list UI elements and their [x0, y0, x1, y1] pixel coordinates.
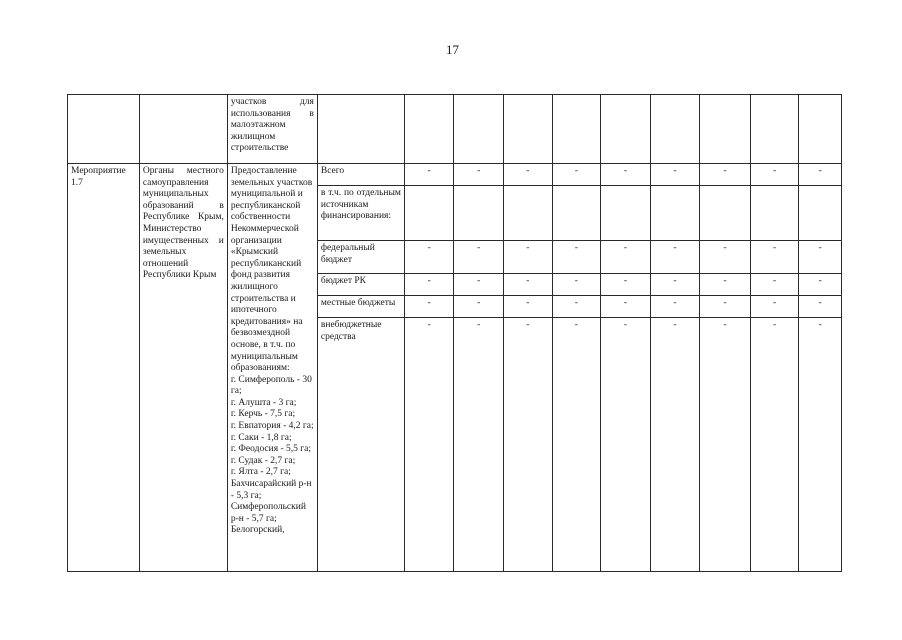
value-cell: -: [504, 241, 553, 274]
value-cell: [504, 95, 553, 164]
value-cell: -: [799, 296, 842, 318]
value-cell: -: [601, 274, 651, 296]
value-cell: [799, 186, 842, 241]
value-cell: -: [504, 164, 553, 186]
value-cell: -: [552, 241, 601, 274]
value-cell: -: [552, 296, 601, 318]
municipality-item: г. Алушта - 3 га;: [230, 397, 297, 408]
value-cell: [700, 95, 751, 164]
municipality-item: г. Судак - 2,7 га;: [230, 455, 296, 466]
value-cell: -: [404, 164, 454, 186]
value-cell: -: [552, 274, 601, 296]
municipality-item: г. Ялта - 2,7 га;: [230, 467, 291, 478]
value-cell: -: [404, 274, 454, 296]
description-cell: участков для использования в малоэтажном жилищном строительстве: [227, 95, 317, 164]
value-cell: -: [454, 318, 504, 572]
value-cell: -: [504, 318, 553, 572]
value-cell: -: [504, 274, 553, 296]
value-cell: [552, 186, 601, 241]
value-cell: -: [552, 318, 601, 572]
value-cell: -: [700, 318, 751, 572]
value-cell: -: [700, 164, 751, 186]
continuation-row: [68, 95, 842, 164]
value-cell: -: [700, 296, 751, 318]
value-cell: -: [404, 318, 454, 572]
value-cell: [454, 186, 504, 241]
municipality-item: г. Феодосия - 5,5 га;: [230, 444, 312, 455]
value-cell: -: [552, 164, 601, 186]
value-cell: -: [601, 318, 651, 572]
source-label: местные бюджеты: [317, 296, 404, 318]
value-cell: -: [700, 241, 751, 274]
value-cell: [650, 95, 700, 164]
source-label: федеральный бюджет: [317, 241, 404, 274]
municipality-item: Бахчисарайский р-н - 5,3 га;: [230, 479, 312, 501]
value-cell: -: [454, 274, 504, 296]
municipality-item: Белогорский,: [230, 525, 285, 536]
page-number: 17: [446, 42, 459, 57]
value-cell: [750, 186, 799, 241]
municipality-item: г. Керчь - 7,5 га;: [230, 409, 296, 420]
value-cell: -: [650, 241, 700, 274]
value-cell: [650, 186, 700, 241]
code-cell: [68, 95, 140, 164]
municipality-list: [231, 375, 314, 537]
value-cell: -: [750, 241, 799, 274]
source-label: в т.ч. по отдельным источникам финансирования:: [317, 186, 404, 241]
value-cell: [504, 186, 553, 241]
budget-table: [67, 94, 842, 572]
municipality-item: г. Симферополь - 30 га;: [230, 374, 312, 397]
value-cell: -: [650, 296, 700, 318]
value-cell: -: [601, 296, 651, 318]
source-label: Всего: [317, 164, 404, 186]
municipality-item: г. Саки - 1,8 га;: [230, 432, 292, 443]
value-cell: -: [700, 274, 751, 296]
measure-code: Мероприятие 1.7: [68, 164, 140, 572]
value-cell: [700, 186, 751, 241]
value-cell: -: [454, 241, 504, 274]
municipality-item: Симферопольский р-н - 5,7 га;: [230, 502, 306, 524]
value-cell: [552, 95, 601, 164]
value-cell: -: [404, 241, 454, 274]
value-cell: [404, 186, 454, 241]
executor-cell: [139, 95, 227, 164]
value-cell: -: [650, 274, 700, 296]
value-cell: -: [404, 296, 454, 318]
value-cell: -: [650, 164, 700, 186]
value-cell: -: [799, 241, 842, 274]
source-label: бюджет РК: [317, 274, 404, 296]
measure-description: [227, 164, 317, 572]
value-cell: -: [750, 318, 799, 572]
source-row-total: [68, 164, 842, 186]
value-cell: [454, 95, 504, 164]
value-cell: [750, 95, 799, 164]
value-cell: [601, 186, 651, 241]
value-cell: -: [454, 164, 504, 186]
measure-executors: Органы местного самоуправления муниципальных образований в Республике Крым, Министерство имущественных и земельных отношений Республики Крым: [139, 164, 227, 572]
source-label: внебюджетные средства: [317, 318, 404, 572]
description-intro: Предоставление земельных участков муниципальной и республиканской собственности Некоммерческой организации «Крымский республиканский фонд развития жилищного строительства и ипотечного кредитования» на безвозмездной основе, в т.ч. по муниципальным образованиям:: [230, 166, 313, 374]
value-cell: -: [454, 296, 504, 318]
municipality-item: г. Евпатория - 4,2 га;: [230, 421, 314, 432]
source-cell: [317, 95, 404, 164]
value-cell: [601, 95, 651, 164]
value-cell: [404, 95, 454, 164]
value-cell: -: [601, 164, 651, 186]
value-cell: -: [601, 241, 651, 274]
value-cell: -: [799, 318, 842, 572]
value-cell: -: [750, 296, 799, 318]
value-cell: -: [750, 164, 799, 186]
value-cell: -: [799, 164, 842, 186]
value-cell: -: [750, 274, 799, 296]
value-cell: -: [799, 274, 842, 296]
value-cell: -: [650, 318, 700, 572]
value-cell: -: [504, 296, 553, 318]
value-cell: [799, 95, 842, 164]
